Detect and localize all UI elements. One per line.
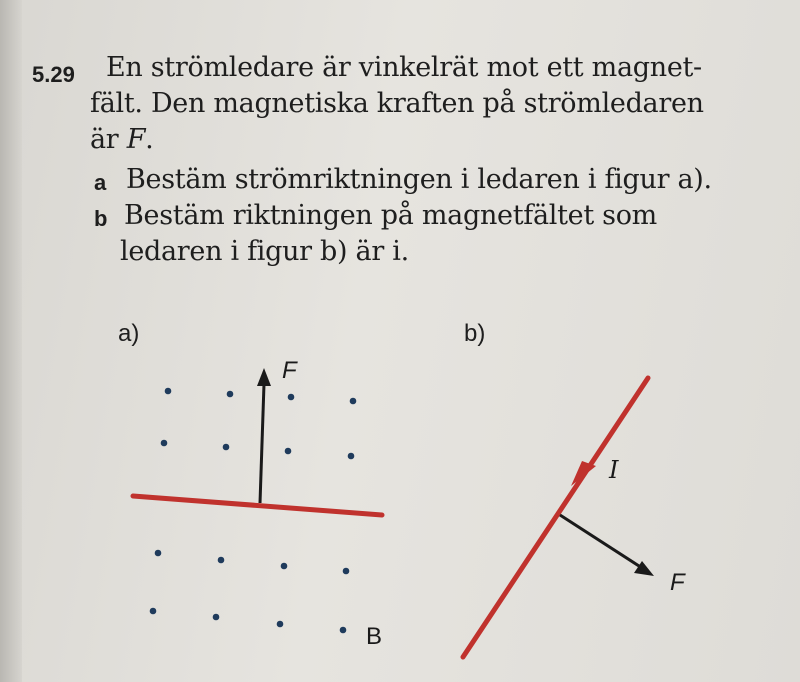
field-dot (218, 557, 225, 564)
text-prefix: är (90, 124, 127, 155)
problem-text-line-2: fält. Den magnetiska kraften på strömledaren (90, 88, 704, 119)
field-dot (223, 444, 230, 451)
figure-b-current-arrowhead (571, 461, 596, 486)
field-dot (227, 391, 234, 398)
field-dot (281, 563, 288, 570)
part-a-label: a (94, 170, 107, 195)
figure-a-force-arrow (257, 368, 271, 503)
field-dot (155, 550, 162, 557)
part-b-text-line-1: Bestäm riktningen på magnetfältet som (124, 200, 657, 231)
figure-a-force-label: F (282, 357, 297, 384)
figure-b-force-arrow (560, 515, 654, 576)
part-b-label: b (94, 206, 108, 231)
figure-b-current-label: I (609, 456, 619, 484)
text-suffix: . (145, 124, 154, 155)
field-dot (350, 398, 357, 405)
field-dot (165, 388, 172, 395)
part-b-text-line-2: ledaren i figur b) är i. (120, 236, 409, 267)
figure-b-label: b) (464, 320, 486, 347)
figure-b-conductor (463, 378, 648, 657)
field-dot (161, 440, 168, 447)
figure-a-label: a) (118, 320, 140, 347)
field-dot (343, 568, 350, 575)
figure-a-field-label: B (366, 623, 383, 650)
force-symbol: F (126, 124, 146, 155)
figure-a-conductor (133, 496, 382, 515)
part-a-text: Bestäm strömriktningen i ledaren i figur a). (126, 164, 712, 195)
field-dot (150, 608, 157, 615)
field-dot (348, 453, 355, 460)
field-dot (277, 621, 284, 628)
field-dot (213, 614, 220, 621)
problem-number: 5.29 (32, 62, 75, 87)
field-dot (285, 448, 292, 455)
field-dot (288, 394, 295, 401)
figure-b-force-label: F (670, 569, 685, 596)
field-dot (340, 627, 347, 634)
problem-text-line-1: En strömledare är vinkelrät mot ett magnet- (106, 52, 702, 83)
